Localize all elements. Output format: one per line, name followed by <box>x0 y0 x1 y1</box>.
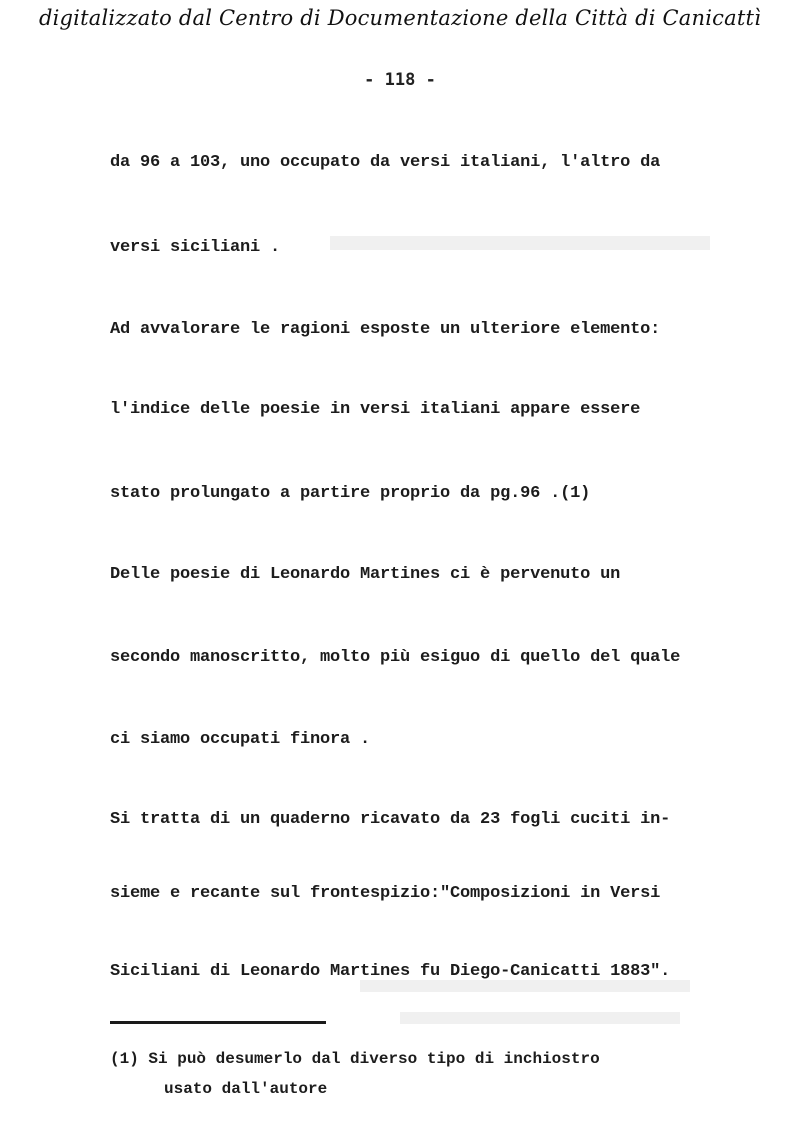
text-line: ci siamo occupati finora . <box>110 730 371 749</box>
text-line: Si tratta di un quaderno ricavato da 23 fogli cuciti in- <box>110 810 671 829</box>
text-line: Delle poesie di Leonardo Martines ci è pervenuto un <box>110 565 621 584</box>
bleed-through-shadow <box>400 1012 680 1024</box>
bleed-through-shadow <box>330 236 710 250</box>
page-number: - 118 - <box>364 70 436 90</box>
text-line: stato prolungato a partire proprio da pg.96 .(1) <box>110 484 591 503</box>
footnote-separator <box>110 1021 326 1024</box>
text-line: l'indice delle poesie in versi italiani appare essere <box>110 400 641 419</box>
text-line: da 96 a 103, uno occupato da versi italiani, l'altro da <box>110 153 661 172</box>
text-line: Siciliani di Leonardo Martines fu Diego-Canicatti 1883". <box>110 962 671 981</box>
footnote-line: (1) Si può desumerlo dal diverso tipo di inchiostro <box>110 1050 600 1068</box>
text-line: secondo manoscritto, molto più esiguo di quello del quale <box>110 648 681 667</box>
footnote <box>110 1044 750 1104</box>
digitization-watermark: digitalizzato dal Centro di Documentazione della Città di Canicattì <box>38 6 762 30</box>
footnote-line: usato dall'autore <box>164 1080 328 1098</box>
text-line: versi siciliani . <box>110 238 281 257</box>
bleed-through-shadow <box>360 980 690 992</box>
text-line: sieme e recante sul frontespizio:"Composizioni in Versi <box>110 884 661 903</box>
text-line: Ad avvalorare le ragioni esposte un ulteriore elemento: <box>110 320 661 339</box>
